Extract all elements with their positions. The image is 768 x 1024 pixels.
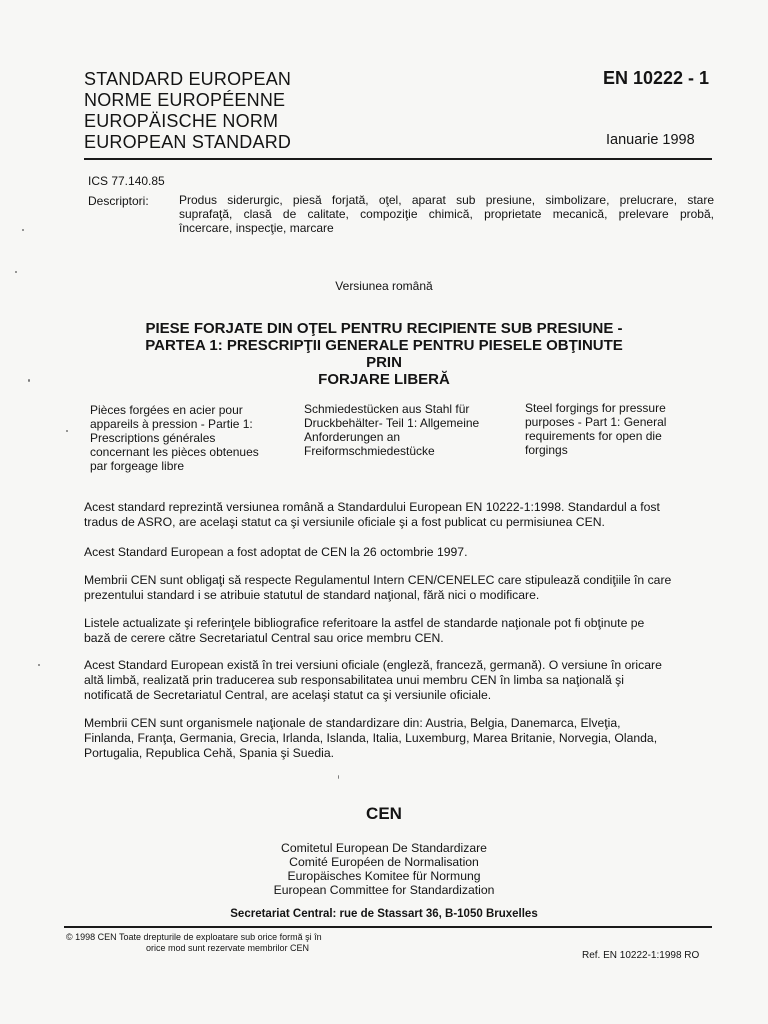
standard-date: Ianuarie 1998 <box>606 132 695 148</box>
paragraph-lists <box>84 616 716 646</box>
paragraph-line: Acest Standard European a fost adoptat de CEN la 26 octombrie 1997. <box>84 545 468 559</box>
paragraph-members <box>84 716 716 761</box>
paragraph-line: Membrii CEN sunt organismele naţionale de standardizare din: Austria, Belgia, Danemarca, Elveţia, <box>84 716 621 730</box>
paragraph-versions <box>84 658 716 703</box>
header-rule <box>84 158 712 160</box>
cen-name-de: Europäisches Komitee für Normung <box>287 869 481 883</box>
title-english <box>525 401 725 457</box>
title-fr-line: concernant les pièces obtenues <box>90 445 259 459</box>
scan-speck <box>22 229 24 231</box>
standard-name-ro: STANDARD EUROPEAN <box>84 69 292 89</box>
paragraph-line: tradus de ASRO, are acelaşi statut ca şi versiunile oficiale şi a fost publicat cu permisiunea CEN. <box>84 515 605 529</box>
copyright-notice <box>66 932 322 954</box>
paragraph-line: Acest Standard European există în trei versiuni oficiale (engleză, franceză, germană). O versiune în oricare <box>84 658 662 672</box>
standard-name-en: EUROPEAN STANDARD <box>84 132 292 152</box>
paragraph-intro <box>84 500 716 530</box>
title-de-line: Anforderungen an <box>304 430 401 444</box>
paragraph-line: Listele actualizate şi referinţele bibliografice referitoare la astfel de standarde naţionale pot fi obţinute pe <box>84 616 645 630</box>
title-en-line: requirements for open die <box>525 429 662 443</box>
cen-heading: CEN <box>366 804 402 823</box>
ics-code: ICS 77.140.85 <box>88 174 165 188</box>
title-en-line: Steel forgings for pressure <box>525 401 666 415</box>
scan-speck <box>66 430 68 432</box>
descriptors-line: încercare, inspecţie, marcare <box>179 221 334 235</box>
title-line: FORJARE LIBERĂ <box>318 371 450 388</box>
cen-secretariat: Secretariat Central: rue de Stassart 36, B-1050 Bruxelles <box>230 908 538 920</box>
title-de-line: Freiformschmiedestücke <box>304 444 435 458</box>
descriptors-line: suprafaţă, clasă de calitate, compoziţie chimică, proprietate mecanică, prelevare probă, <box>179 207 714 221</box>
paragraph-line: altă limbă, realizată prin traducerea sub responsabilitatea unui membru CEN în limba sa naţională şi <box>84 673 624 687</box>
copyright-line: orice mod sunt rezervate membrilor CEN <box>146 943 310 953</box>
standard-name-fr: NORME EUROPÉENNE <box>84 90 286 110</box>
cen-name-en: European Committee for Standardization <box>273 883 495 897</box>
paragraph-obligations <box>84 573 716 603</box>
title-fr-line: par forgeage libre <box>90 459 185 473</box>
cen-name-ro: Comitetul European De Standardizare <box>281 841 487 855</box>
paragraph-line: bază de cerere către Secretariatul Central sau orice membru CEN. <box>84 631 444 645</box>
footer-rule <box>64 926 712 928</box>
scan-speck <box>38 664 40 666</box>
paragraph-line: Membrii CEN sunt obligaţi să respecte Regulamentul Intern CEN/CENELEC care stipulează condiţiile în care <box>84 573 672 587</box>
paragraph-line: notificată de Secretariatul Central, are acelaşi statut ca şi versiunile oficiale. <box>84 688 492 702</box>
title-line: PARTEA 1: PRESCRIPŢII GENERALE PENTRU PIESELE OBŢINUTE PRIN <box>145 337 623 371</box>
paragraph-line: prezentului standard i se atribuie statutul de standard naţional, fără nici o modificare. <box>84 588 540 602</box>
document-title <box>144 320 624 388</box>
cen-name-fr: Comité Européen de Normalisation <box>289 855 479 869</box>
title-french <box>90 403 290 473</box>
copyright-line: © 1998 CEN Toate drepturile de exploatare sub orice formă şi în <box>66 932 322 942</box>
scan-speck <box>338 775 339 779</box>
title-en-line: forgings <box>525 443 568 457</box>
paragraph-line: Finlanda, Franţa, Germania, Grecia, Irlanda, Islanda, Italia, Luxemburg, Marea Britanie, Norvegia, Olanda, <box>84 731 658 745</box>
reference-code: Ref. EN 10222-1:1998 RO <box>582 950 700 961</box>
title-fr-line: appareils à pression - Partie 1: <box>90 417 253 431</box>
scan-speck <box>15 271 17 273</box>
scan-speck <box>28 379 30 382</box>
title-german <box>304 402 514 458</box>
title-line: PIESE FORJATE DIN OŢEL PENTRU RECIPIENTE SUB PRESIUNE - <box>145 320 623 337</box>
cen-names <box>234 841 534 897</box>
standard-id: EN 10222 - 1 <box>603 68 710 88</box>
descriptors-label: Descriptori: <box>88 194 149 208</box>
descriptors-line: Produs siderurgic, piesă forjată, oţel, aparat sub presiune, simbolizare, prelucrare, stare <box>179 193 714 207</box>
version-label: Versiunea română <box>335 279 433 293</box>
standard-names <box>84 69 291 153</box>
title-de-line: Schmiedestücken aus Stahl für <box>304 402 470 416</box>
paragraph-adoption <box>84 545 716 560</box>
descriptors-text <box>179 193 714 235</box>
paragraph-line: Portugalia, Republica Cehă, Spania şi Suedia. <box>84 746 335 760</box>
title-fr-line: Pièces forgées en acier pour <box>90 403 243 417</box>
standard-name-de: EUROPÄISCHE NORM <box>84 111 279 131</box>
title-en-line: purposes - Part 1: General <box>525 415 667 429</box>
title-de-line: Druckbehälter- Teil 1: Allgemeine <box>304 416 480 430</box>
title-fr-line: Prescriptions générales <box>90 431 216 445</box>
paragraph-line: Acest standard reprezintă versiunea română a Standardului European EN 10222-1:1998. Standardul a fost <box>84 500 660 514</box>
